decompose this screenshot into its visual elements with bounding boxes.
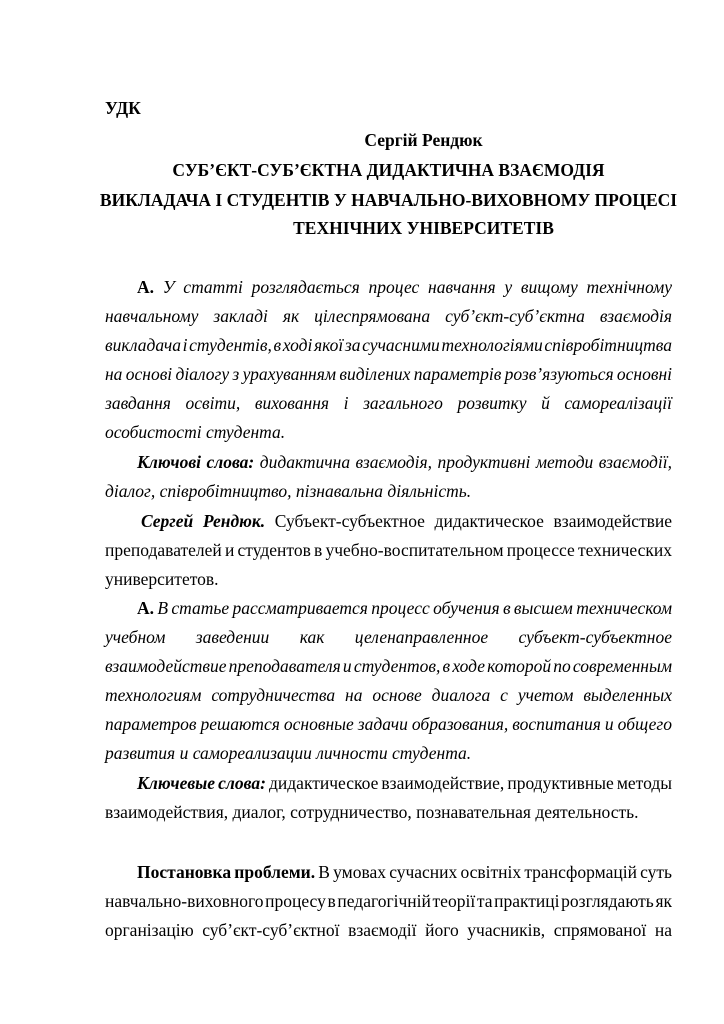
keywords-ua-line: діалог, співробітництво, пізнавальна діяльність. [105, 481, 472, 501]
title-line: СУБ’ЄКТ-СУБ’ЄКТНА ДИДАКТИЧНА ВЗАЄМОДІЯ [172, 160, 605, 180]
problem-text: В умовах сучасних освітніх трансформацій суть [318, 862, 673, 882]
summary-ru-line [105, 511, 672, 531]
abstract-ua-line: на основі діалогу з урахуванням виділених параметрів розв’язуються основні [105, 364, 672, 384]
keywords-ua-line [105, 452, 672, 472]
abstract-ua-line: завдання освіти, виховання і загального розвитку й самореалізації [105, 393, 672, 413]
keywords-text: дидактична взаємодія, продуктивні методи взаємодії, [259, 452, 672, 472]
abstract-ua-line: особистості студента. [105, 422, 286, 442]
abstract-text: У статті розглядається процес навчання у вищому технічному [162, 277, 673, 297]
problem-line: навчально-виховного процесу в педагогічній теорії та практиці розглядають як [105, 891, 672, 911]
keywords-text: дидактическое взаимодействие, продуктивные методы [269, 773, 673, 793]
author-name: Сергій Рендюк [364, 130, 483, 150]
title-line: ТЕХНІЧНИХ УНІВЕРСИТЕТІВ [293, 218, 554, 238]
problem-line [105, 862, 672, 882]
summary-author: Сергей Рендюк. [141, 511, 266, 531]
title-line: ВИКЛАДАЧА І СТУДЕНТІВ У НАВЧАЛЬНО-ВИХОВНОМУ ПРОЦЕСІ [99, 190, 678, 210]
abstract-ru-line: учебном заведении как целенаправленное субъект-субъектное [105, 627, 672, 647]
problem-label: Постановка проблеми. [137, 862, 316, 882]
keywords-label: Ключові слова: [137, 452, 255, 472]
abstract-ru-line: развития и самореализации личности студента. [105, 743, 472, 763]
abstract-ua-line: викладача і студентів, в ході якої за сучасними технологіями співробітництва [105, 335, 672, 355]
abstract-ru-line: взаимодействие преподавателя и студентов, в ходе которой по современным [105, 656, 672, 676]
problem-line: організацію суб’єкт-суб’єктної взаємодії його учасників, спрямованої на [105, 920, 672, 940]
keywords-ru-line [105, 773, 672, 793]
summary-ru-line: преподавателей и студентов в учебно-воспитательном процессе технических [105, 540, 672, 560]
abstract-label: А. [137, 277, 155, 297]
udk-label: УДК [105, 98, 141, 118]
abstract-label: А. [137, 598, 155, 618]
abstract-ru-line: технологиям сотрудничества на основе диалога с учетом выделенных [105, 685, 672, 705]
abstract-ru-line [105, 598, 672, 618]
summary-ru-line: университетов. [105, 569, 219, 589]
keywords-label: Ключевые слова: [137, 773, 266, 793]
abstract-ua-line [105, 277, 672, 297]
summary-text: Субъект-субъектное дидактическое взаимодействие [274, 511, 672, 531]
keywords-ru-line: взаимодействия, диалог, сотрудничество, познавательная деятельность. [105, 802, 639, 822]
abstract-text: В статье рассматривается процесс обучения в высшем техническом [157, 598, 672, 618]
abstract-ru-line: параметров решаются основные задачи образования, воспитания и общего [105, 714, 672, 734]
abstract-ua-line: навчальному закладі як цілеспрямована суб’єкт-суб’єктна взаємодія [105, 306, 672, 326]
